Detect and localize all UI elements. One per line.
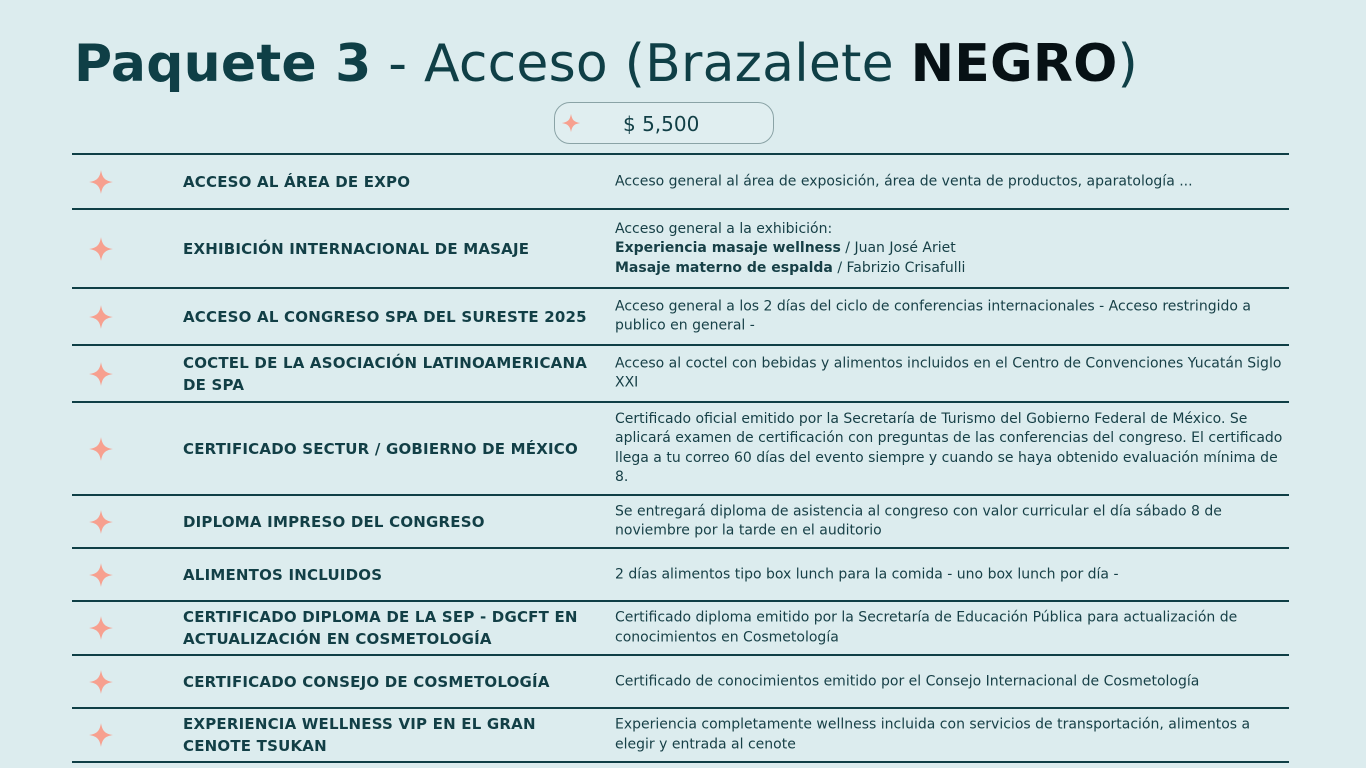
- benefit-row-food: [72, 549, 1289, 602]
- benefit-label: CERTIFICADO SECTUR / GOBIERNO DE MÉXICO: [183, 439, 578, 458]
- sparkle-icon: [561, 113, 581, 133]
- bracelet-prefix: (Brazalete: [607, 34, 911, 94]
- benefit-row-sectur-certificate: [72, 403, 1289, 496]
- benefit-row-massage-exhibition: [72, 210, 1289, 289]
- benefit-row-cenote-experience: [72, 709, 1289, 763]
- massage-item-title: Experiencia masaje wellness: [615, 239, 841, 256]
- price-value: $ 5,500: [623, 112, 700, 136]
- sparkle-icon: [88, 722, 114, 748]
- sparkle-icon: [88, 615, 114, 641]
- benefit-row-cosmetology-council: [72, 656, 1289, 709]
- sparkle-icon: [88, 169, 114, 195]
- benefit-description: 2 días alimentos tipo box lunch para la comida - uno box lunch por día -: [615, 565, 1119, 582]
- price-badge: [554, 102, 774, 144]
- massage-item-title: Masaje materno de espalda: [615, 259, 833, 276]
- benefit-row-cocktail: [72, 346, 1289, 403]
- massage-item-person: / Juan José Ariet: [840, 239, 956, 256]
- benefit-label: ACCESO AL CONGRESO SPA DEL SURESTE 2025: [183, 307, 587, 326]
- benefit-label: CERTIFICADO DIPLOMA DE LA SEP - DGCFT EN ACTUALIZACIÓN EN COSMETOLOGÍA: [183, 608, 578, 648]
- benefit-row-congress-access: [72, 289, 1289, 346]
- sparkle-icon: [88, 509, 114, 535]
- benefit-label: DIPLOMA IMPRESO DEL CONGRESO: [183, 512, 485, 531]
- exhibition-intro: Acceso general a la exhibición:: [615, 220, 833, 237]
- benefit-label: ALIMENTOS INCLUIDOS: [183, 565, 383, 584]
- sparkle-icon: [88, 361, 114, 387]
- benefit-description: Certificado oficial emitido por la Secretaría de Turismo del Gobierno Federal de México. Se aplicará examen de certificación con preguntas de las conferencias del congreso. El certificado llega a tu correo 60 días del evento siempre y cuando se haya obtenido evaluación mínima de 8.: [615, 410, 1283, 485]
- benefit-description: Acceso general al área de exposición, área de venta de productos, aparatología ...: [615, 172, 1193, 189]
- title-access: Acceso: [423, 34, 608, 94]
- benefit-description: Certificado diploma emitido por la Secretaría de Educación Pública para actualización de conocimientos en Cosmetología: [615, 609, 1238, 645]
- package-benefits-table: [72, 153, 1289, 763]
- benefit-description: Experiencia completamente wellness incluida con servicios de transportación, alimentos a elegir y entrada al cenote: [615, 716, 1251, 752]
- benefit-label: ACCESO AL ÁREA DE EXPO: [183, 172, 411, 191]
- benefit-label: CERTIFICADO CONSEJO DE COSMETOLOGÍA: [183, 672, 550, 691]
- benefit-label: EXPERIENCIA WELLNESS VIP EN EL GRAN CENOTE TSUKAN: [183, 715, 536, 755]
- benefit-description: Acceso general a los 2 días del ciclo de conferencias internacionales - Acceso restringido a publico en general -: [615, 298, 1251, 334]
- massage-item: [615, 258, 1290, 278]
- sparkle-icon: [88, 236, 114, 262]
- benefit-description: Se entregará diploma de asistencia al congreso con valor curricular el día sábado 8 de noviembre por la tarde en el auditorio: [615, 503, 1222, 539]
- page-title: [74, 28, 1138, 100]
- benefit-label: EXHIBICIÓN INTERNACIONAL DE MASAJE: [183, 239, 530, 258]
- massage-item: [615, 239, 1290, 259]
- benefit-row-expo-access: [72, 155, 1289, 210]
- sparkle-icon: [88, 436, 114, 462]
- bracelet-suffix: ): [1117, 34, 1139, 94]
- package-title: Paquete 3: [74, 34, 372, 94]
- benefit-row-sep-certificate: [72, 602, 1289, 656]
- sparkle-icon: [88, 562, 114, 588]
- sparkle-icon: [88, 669, 114, 695]
- sparkle-icon: [88, 304, 114, 330]
- benefit-row-printed-diploma: [72, 496, 1289, 549]
- benefit-description: Certificado de conocimientos emitido por el Consejo Internacional de Cosmetología: [615, 672, 1200, 689]
- bracelet-color: NEGRO: [910, 34, 1118, 94]
- benefit-description: Acceso al coctel con bebidas y alimentos incluidos en el Centro de Convenciones Yucatán Siglo XXI: [615, 355, 1282, 391]
- benefit-label: COCTEL DE LA ASOCIACIÓN LATINOAMERICANA DE SPA: [183, 353, 588, 394]
- massage-item-person: / Fabrizio Crisafulli: [832, 259, 966, 276]
- title-separator: -: [371, 34, 424, 94]
- benefit-description: [615, 219, 1290, 278]
